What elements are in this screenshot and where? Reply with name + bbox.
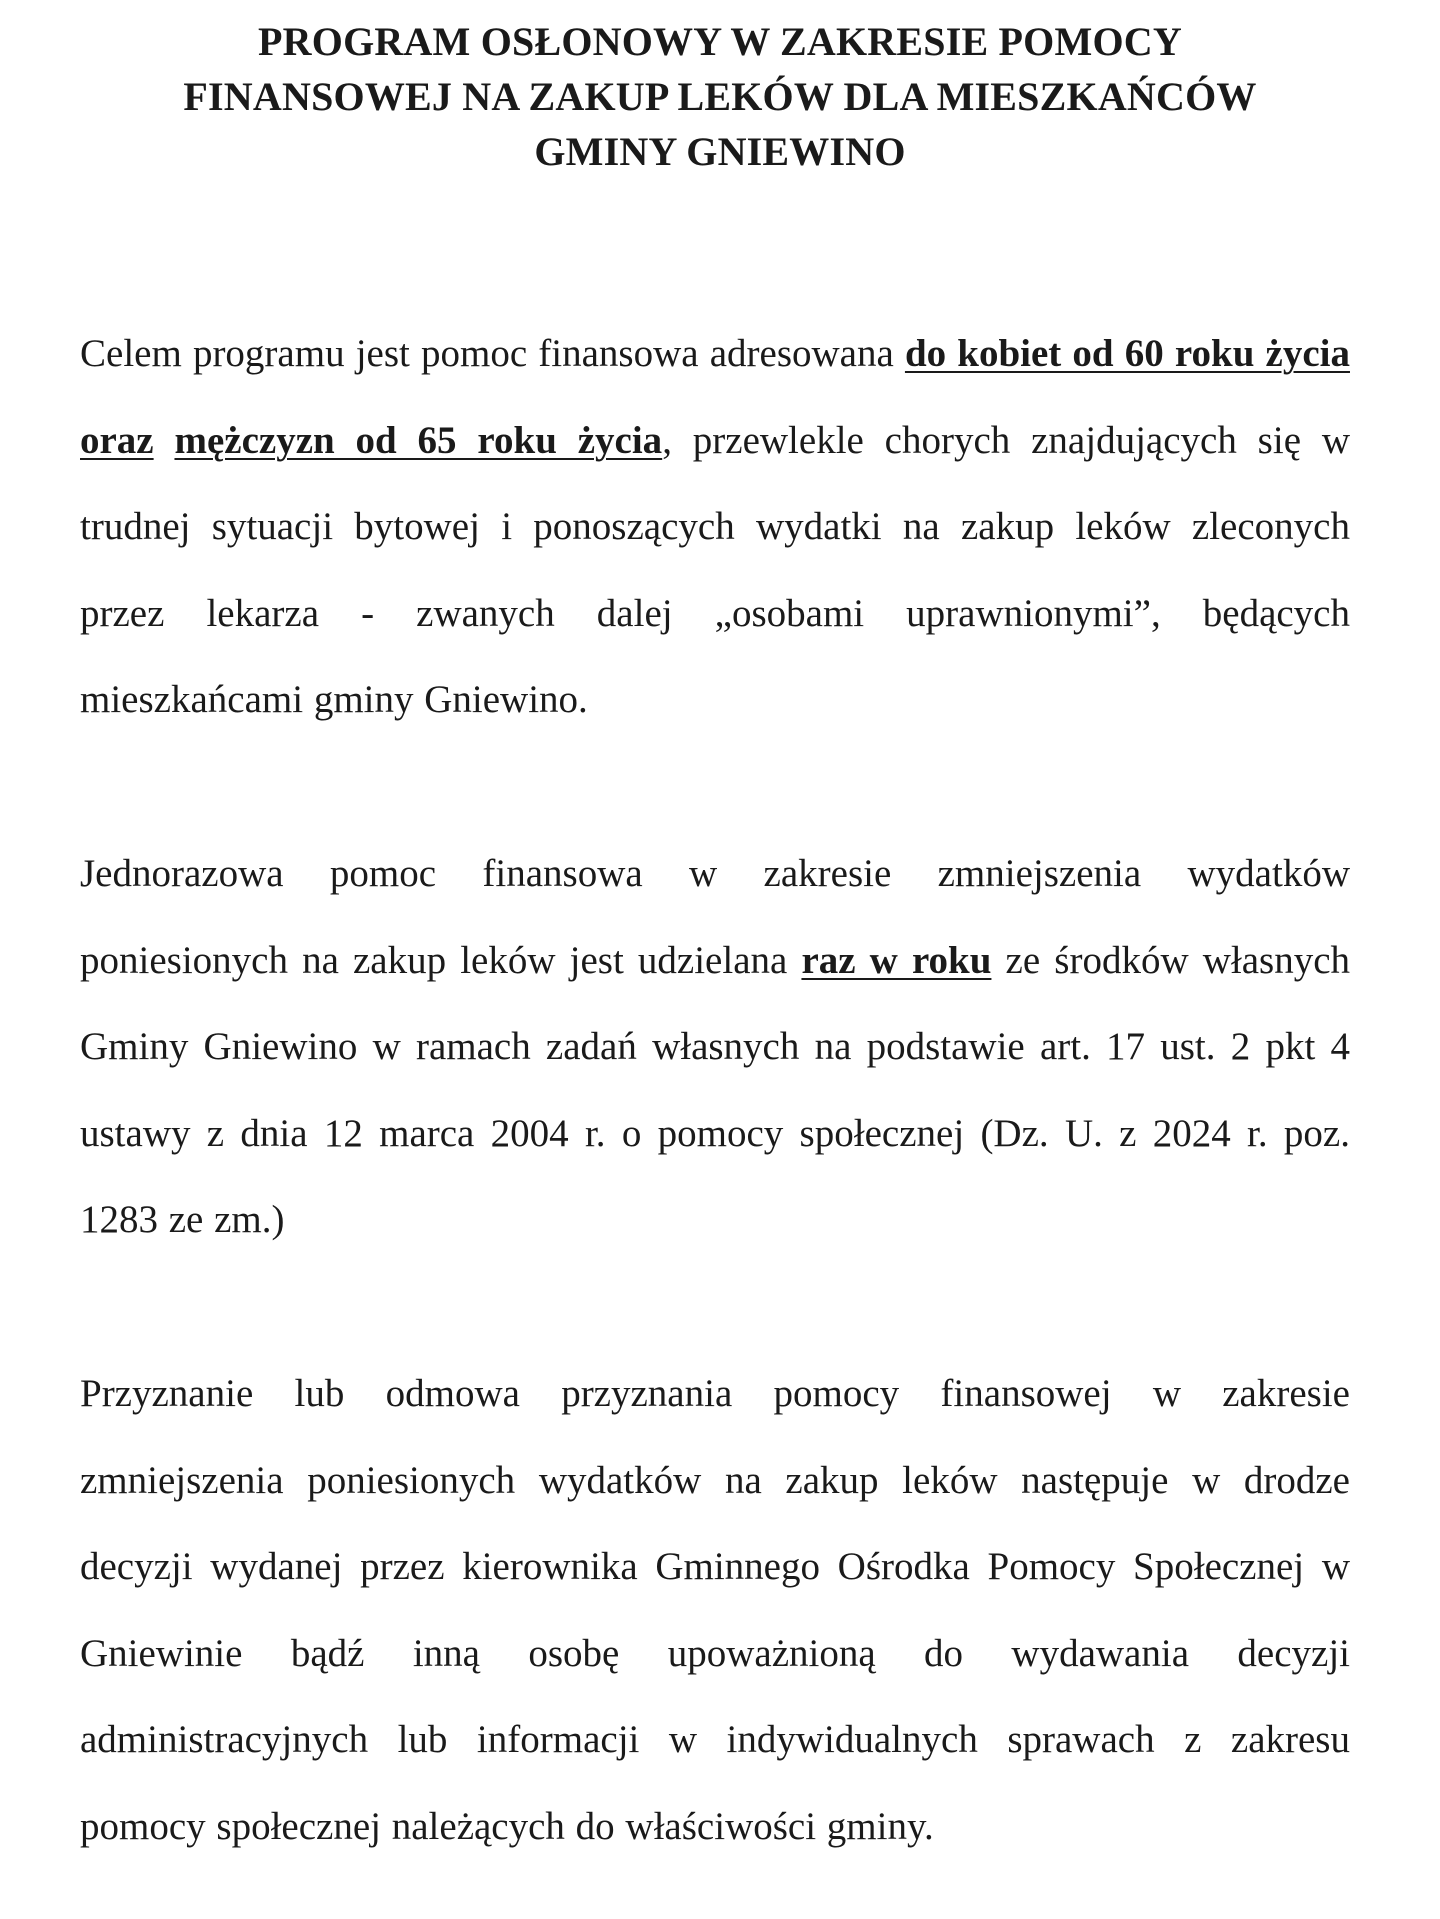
emphasis-once-a-year: raz w roku <box>801 938 992 982</box>
paragraph-eligibility <box>80 311 1350 744</box>
paragraph-frequency <box>80 831 1350 1264</box>
emphasis-women-age: do kobiet od 60 roku życia oraz <box>80 332 1350 462</box>
paragraph-text <box>154 419 175 462</box>
paragraph-text: Jednorazowa pomoc finansowa w zakresie zmniejszenia wydatków poniesionych na zakup leków jest udzielana <box>80 852 1350 982</box>
title-line-3: GMINY GNIEWINO <box>534 129 906 174</box>
paragraph-decision <box>80 1351 1350 1870</box>
paragraph-text: Celem programu jest pomoc finansowa adresowana <box>80 332 905 375</box>
paragraph-text: Przyznanie lub odmowa przyznania pomocy finansowej w zakresie zmniejszenia poniesionych wydatków na zakup leków następuje w drodze decyzji wydanej przez kierownika Gminnego Ośrodka Pomocy Społecznej w Gniewinie bądź inną osobę upoważnioną do wydawania decyzji administracyjnych lub informacji w indywidualnych sprawach z zakresu pomocy społecznej należących do właściwości gminy. <box>80 1372 1350 1848</box>
document-title <box>60 14 1380 179</box>
paragraph-text: , przewlekle chorych znajdujących się w trudnej sytuacji bytowej i ponoszących wydatki na zakup leków zleconych przez lekarza - zwanych dalej „osobami uprawnionymi”, będących mieszkańcami gminy Gniewino. <box>80 418 1351 721</box>
emphasis-men-age: mężczyzn od 65 roku życia <box>174 418 663 462</box>
paragraph-text: ze środków własnych Gminy Gniewino w ramach zadań własnych na podstawie art. 17 ust. 2 pkt 4 ustawy z dnia 12 marca 2004 r. o pomocy społecznej (Dz. U. z 2024 r. poz. 1283 ze zm.) <box>80 938 1351 1241</box>
title-line-2: FINANSOWEJ NA ZAKUP LEKÓW DLA MIESZKAŃCÓW <box>183 74 1257 119</box>
title-line-1: PROGRAM OSŁONOWY W ZAKRESIE POMOCY <box>258 19 1182 64</box>
